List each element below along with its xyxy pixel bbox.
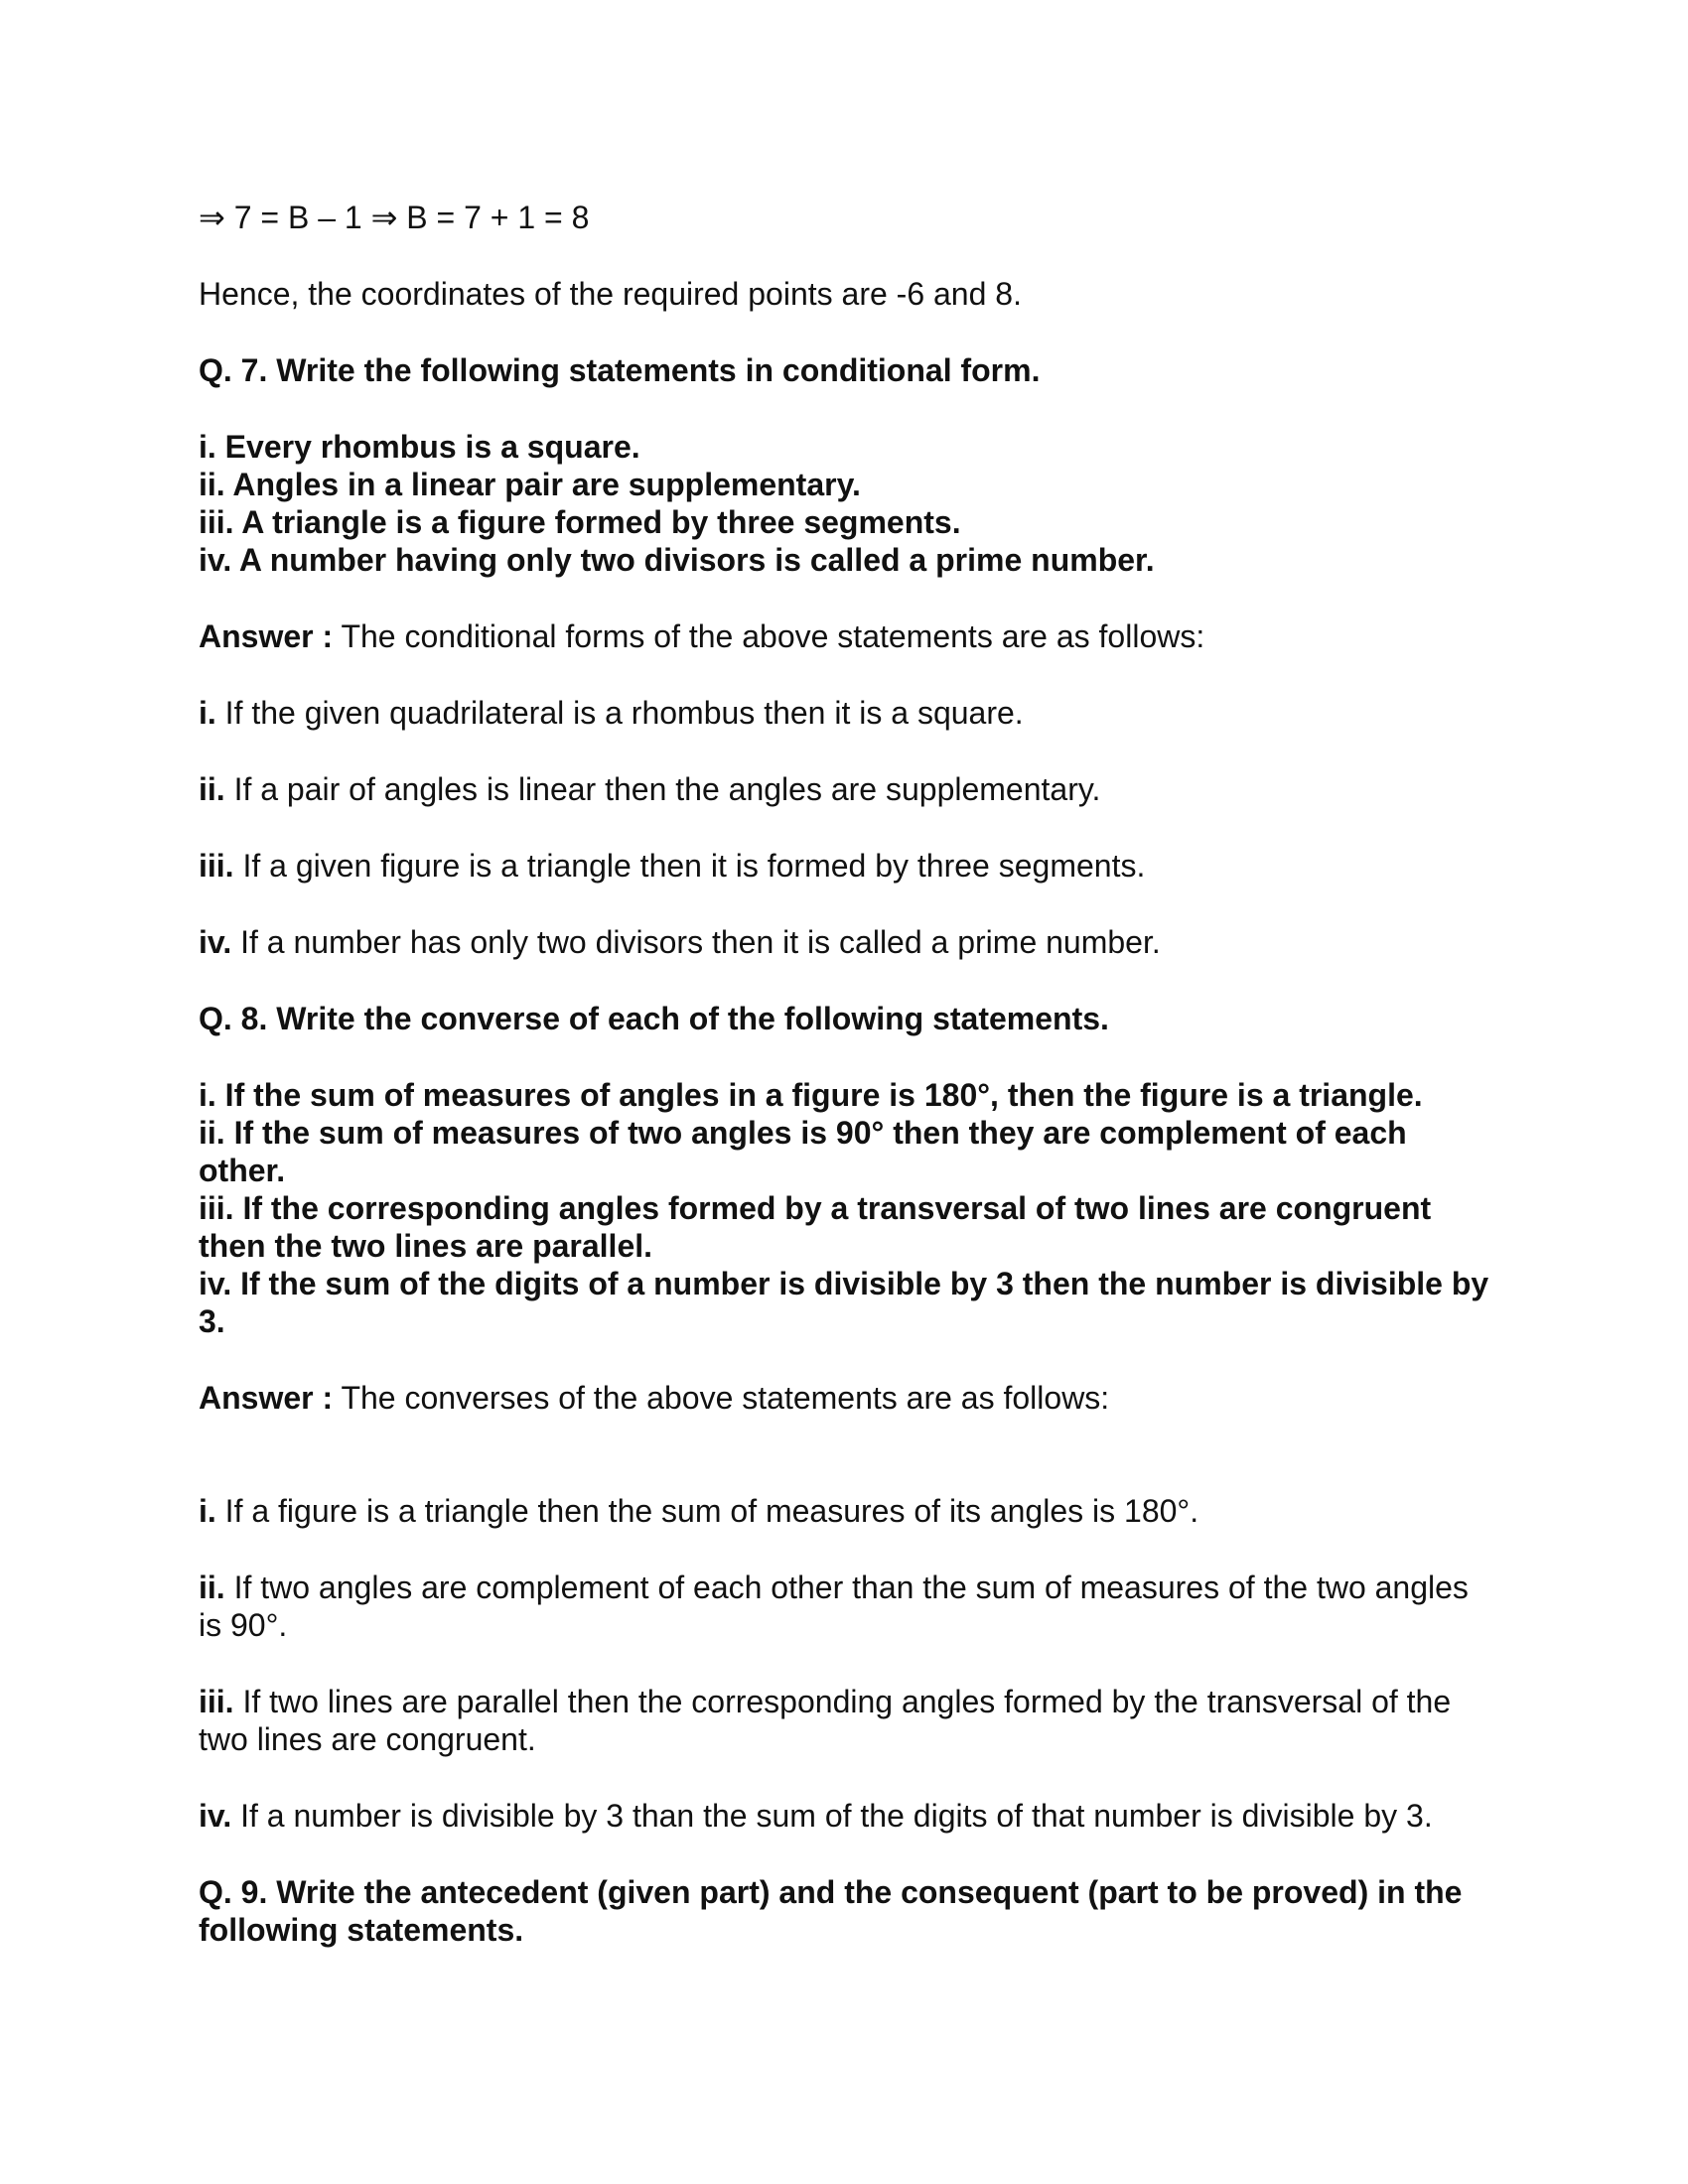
q7-question: Q. 7. Write the following statements in conditional form. bbox=[199, 352, 1041, 388]
q8-answer-3 bbox=[199, 1683, 1489, 1758]
q7-statement-list bbox=[199, 428, 1489, 579]
q9-question: Q. 9. Write the antecedent (given part) and the consequent (part to be proved) in the following statements. bbox=[199, 1874, 1463, 1948]
q7-statement-1: i. Every rhombus is a square. bbox=[199, 429, 640, 465]
answer-item-text: If the given quadrilateral is a rhombus then it is a square. bbox=[215, 695, 1024, 731]
q8-statement-2: ii. If the sum of measures of two angles is 90° then they are complement of each other. bbox=[199, 1115, 1407, 1188]
conclusion-text: Hence, the coordinates of the required points are -6 and 8. bbox=[199, 276, 1022, 312]
answer-item-label: iv. bbox=[199, 1798, 232, 1834]
answer-item-label: ii. bbox=[199, 771, 225, 807]
answer-item-label: iii. bbox=[199, 1684, 234, 1719]
equation-line: ⇒ 7 = B – 1 ⇒ B = 7 + 1 = 8 bbox=[199, 200, 590, 235]
q8-answer-2 bbox=[199, 1569, 1489, 1644]
answer-item-label: iv. bbox=[199, 924, 232, 960]
q7-answer-intro bbox=[199, 617, 1489, 655]
answer-item-label: i. bbox=[199, 695, 216, 731]
answer-intro-text: The converses of the above statements are as follows: bbox=[333, 1380, 1110, 1416]
q7-statement-4: iv. A number having only two divisors is called a prime number. bbox=[199, 542, 1155, 578]
answer-item-text: If a figure is a triangle then the sum of measures of its angles is 180°. bbox=[215, 1493, 1199, 1529]
answer-item-label: iii. bbox=[199, 848, 234, 884]
q7-answer-3 bbox=[199, 847, 1489, 885]
q8-statement-1: i. If the sum of measures of angles in a figure is 180°, then the figure is a triangle. bbox=[199, 1077, 1423, 1113]
q8-statement-list bbox=[199, 1076, 1489, 1340]
answer-item-text: If a given figure is a triangle then it is formed by three segments. bbox=[233, 848, 1146, 884]
q7-statement-2: ii. Angles in a linear pair are supplementary. bbox=[199, 467, 861, 502]
q8-answer-intro bbox=[199, 1379, 1489, 1417]
q8-statement-4: iv. If the sum of the digits of a number is divisible by 3 then the number is divisible by 3. bbox=[199, 1266, 1489, 1339]
document-page bbox=[199, 199, 1489, 1949]
answer-item-label: i. bbox=[199, 1493, 216, 1529]
answer-item-text: If two angles are complement of each other than the sum of measures of the two angles is 90°. bbox=[199, 1570, 1469, 1643]
q7-answer-4 bbox=[199, 923, 1489, 961]
q8-answer-4 bbox=[199, 1797, 1489, 1835]
q8-answer-1 bbox=[199, 1492, 1489, 1530]
q8-statement-3: iii. If the corresponding angles formed by a transversal of two lines are congruent then the two lines are parallel. bbox=[199, 1190, 1432, 1264]
answer-item-text: If a pair of angles is linear then the angles are supplementary. bbox=[224, 771, 1101, 807]
answer-item-text: If a number is divisible by 3 than the sum of the digits of that number is divisible by 3. bbox=[231, 1798, 1433, 1834]
answer-label: Answer : bbox=[199, 618, 334, 654]
answer-item-text: If a number has only two divisors then it is called a prime number. bbox=[231, 924, 1161, 960]
answer-item-label: ii. bbox=[199, 1570, 225, 1605]
q7-answer-2 bbox=[199, 770, 1489, 808]
q7-statement-3: iii. A triangle is a figure formed by three segments. bbox=[199, 504, 961, 540]
answer-item-text: If two lines are parallel then the corresponding angles formed by the transversal of the two lines are congruent. bbox=[199, 1684, 1452, 1757]
answer-intro-text: The conditional forms of the above statements are as follows: bbox=[333, 618, 1205, 654]
answer-label: Answer : bbox=[199, 1380, 334, 1416]
q7-answer-1 bbox=[199, 694, 1489, 732]
q8-question: Q. 8. Write the converse of each of the following statements. bbox=[199, 1001, 1109, 1036]
